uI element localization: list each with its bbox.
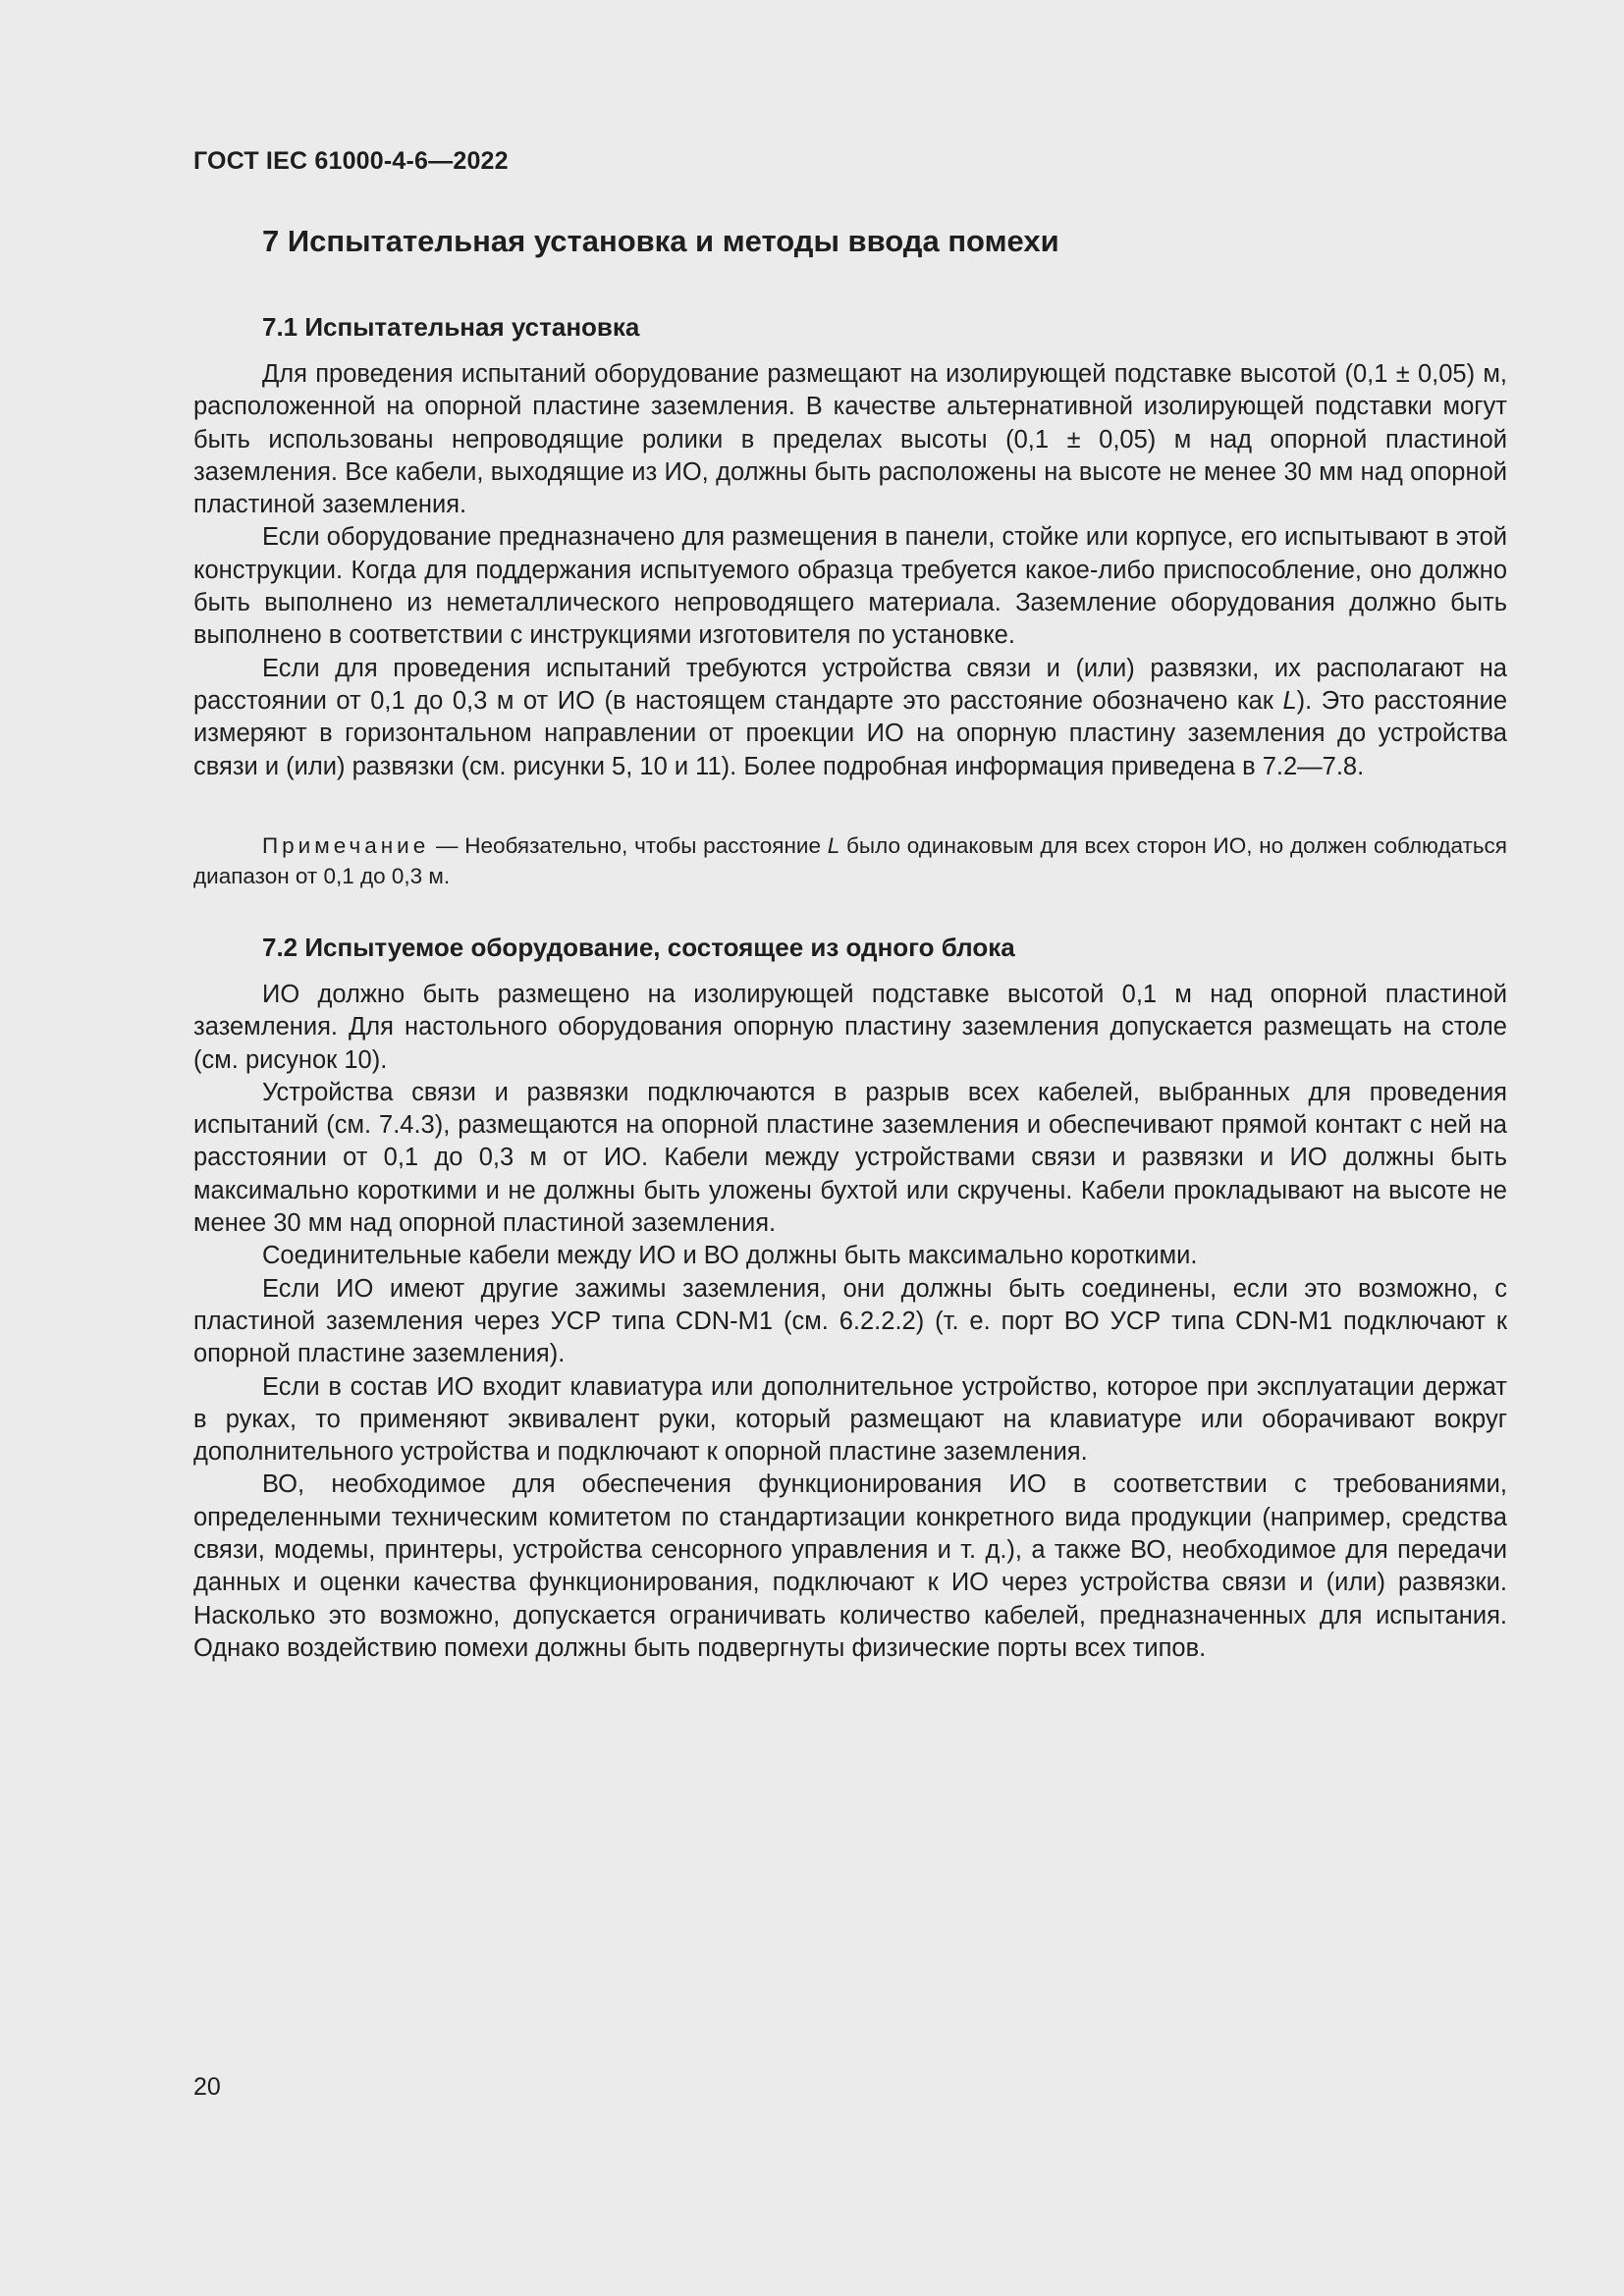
subsection-7-2-body [193, 979, 1507, 1665]
note-label: Примечание [262, 833, 430, 858]
section-title: 7 Испытательная установка и методы ввода помехи [262, 224, 1059, 258]
paragraph-text: ). Это расстояние измеряют в горизонтальном направлении от проекции ИО на опорную пластину заземления до устройства связи и (или) развязки (см. рисунки 5, 10 и 11). Более подробная информация приведена в 7.2—7.8. [193, 686, 1508, 780]
variable-l: L [827, 833, 840, 858]
paragraph: Для проведения испытаний оборудование размещают на изолирующей подставке высотой (0,1 ± 0,05) м, расположенной на опорной пластине заземления. В качестве альтернативной изолирующей подставки могут быть использованы непроводящие ролики в пределах высоты (0,1 ± 0,05) м над опорной пластиной заземления. Все кабели, выходящие из ИО, должны быть расположены на высоте не менее 30 мм над опорной пластиной заземления. [193, 360, 1507, 519]
note-text: было одинаковым для всех сторон ИО, но должен соблюдаться диапазон от 0,1 до 0,3 м. [193, 833, 1507, 888]
paragraph: Если ИО имеют другие зажимы заземления, они должны быть соединены, если это возможно, с пластиной заземления через УСР типа CDN-M1 (см. 6.2.2.2) (т. е. порт ВО УСР типа CDN-M1 подключают к опорной пластине заземления). [193, 1274, 1507, 1368]
paragraph: Если оборудование предназначено для размещения в панели, стойке или корпусе, его испытывают в этой конструкции. Когда для поддержания испытуемого образца требуется какое-либо приспособление, оно должно быть выполнено из неметаллического непроводящего материала. Заземление оборудования должно быть выполнено в соответствии с инструкциями изготовителя по установке. [193, 523, 1507, 650]
note-text: Необязательно, чтобы расстояние [464, 833, 828, 858]
subsection-7-2-title: 7.2 Испытуемое оборудование, состоящее из одного блока [262, 933, 1015, 962]
paragraph [193, 653, 1507, 783]
paragraph: Если в состав ИО входит клавиатура или дополнительное устройство, которое при эксплуатации держат в руках, то применяют эквивалент руки, который размещают на клавиатуре или оборачивают вокруг дополнительного устройства и подключают к опорной пластине заземления. [193, 1372, 1507, 1467]
document-header: ГОСТ IEC 61000-4-6—2022 [193, 147, 509, 175]
page-number: 20 [193, 2073, 221, 2101]
paragraph: Устройства связи и развязки подключаются в разрыв всех кабелей, выбранных для проведения испытаний (см. 7.4.3), размещаются на опорной пластине заземления и обеспечивают прямой контакт с ней на расстоянии от 0,1 до 0,3 м от ИО. Кабели между устройствами связи и развязки и ИО должны быть максимально короткими и не должны быть уложены бухтой или скручены. Кабели прокладывают на высоте не менее 30 мм над опорной пластиной заземления. [193, 1078, 1507, 1238]
subsection-7-1-body [193, 358, 1507, 783]
paragraph-text: Если для проведения испытаний требуются устройства связи и (или) развязки, их располагают на расстоянии от 0,1 до 0,3 м от ИО (в настоящем стандарте это расстояние обозначено как [193, 654, 1507, 715]
variable-l: L [1282, 686, 1297, 715]
paragraph: Соединительные кабели между ИО и ВО должны быть максимально короткими. [262, 1242, 1198, 1270]
paragraph: ВО, необходимое для обеспечения функционирования ИО в соответствии с требованиями, определенными техническим комитетом по стандартизации конкретного вида продукции (например, средства связи, модемы, принтеры, устройства сенсорного управления и т. д.), а также ВО, необходимое для передачи данных и оценки качества функционирования, подключают к ИО через устройства связи и (или) развязки. Насколько это возможно, допускается ограничивать количество кабелей, предназначенных для испытания. Однако воздействию помехи должны быть подвергнуты физические порты всех типов. [193, 1470, 1507, 1662]
note-dash: — [429, 833, 465, 858]
subsection-7-1-title: 7.1 Испытательная установка [262, 312, 640, 342]
paragraph: ИО должно быть размещено на изолирующей подставке высотой 0,1 м над опорной пластиной заземления. Для настольного оборудования опорную пластину заземления допускается размещать на столе (см. рисунок 10). [193, 981, 1507, 1074]
note [193, 830, 1507, 891]
